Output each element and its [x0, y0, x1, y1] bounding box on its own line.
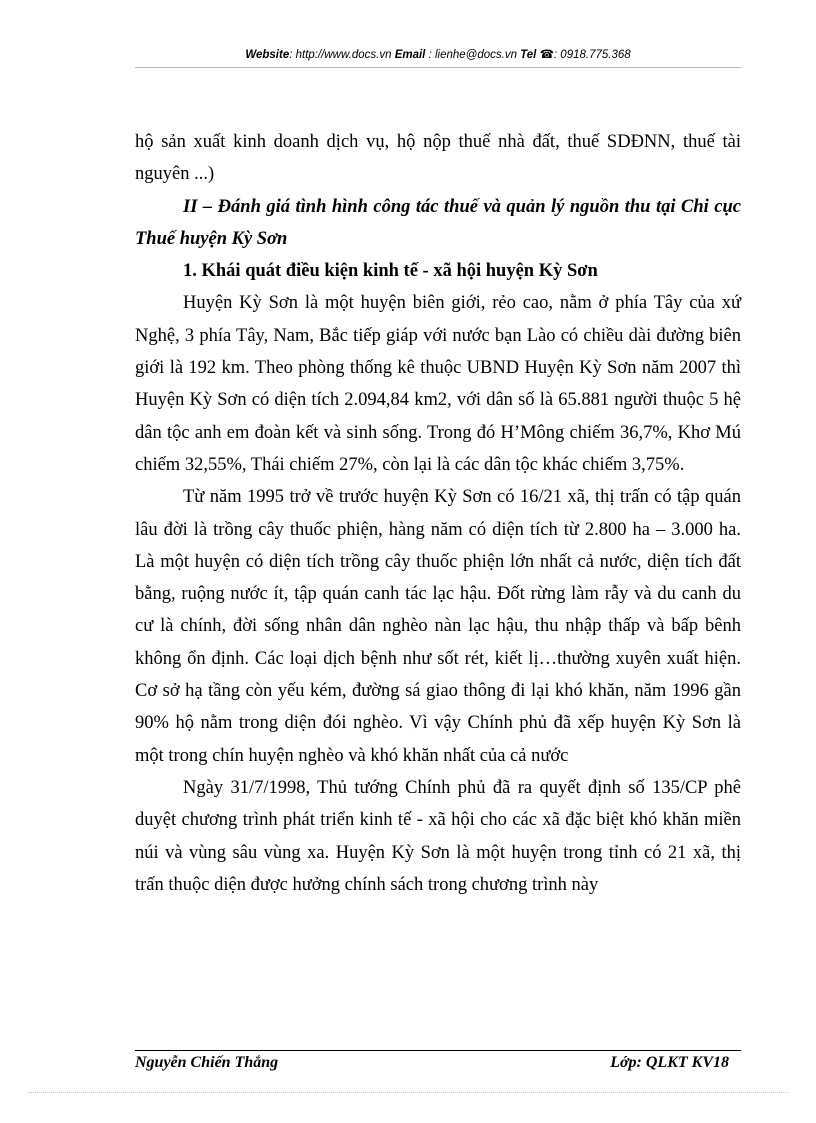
website-value: : http://www.docs.vn [289, 49, 392, 61]
paragraph-geography: Huyện Kỳ Sơn là một huyện biên giới, rẻo cao, nằm ở phía Tây của xứ Nghệ, 3 phía Tây, Nam, Bắc tiếp giáp với nước bạn Lào có chiều dài đường biên giới là 192 km. Theo phòng thống kê thuộc UBND Huyện Kỳ Sơn năm 2007 thì Huyện Kỳ Sơn có diện tích 2.094,84 km2, với dân số là 65.881 người thuộc 5 hệ dân tộc anh em đoàn kết và sinh sống. Trong đó H’Mông chiếm 36,7%, Khơ Mú chiếm 32,55%, Thái chiếm 27%, còn lại là các dân tộc khác chiếm 3,75%. [135, 293, 741, 475]
website-label: Website [245, 49, 290, 61]
footer-class: Lớp: QLKT KV18 [610, 1054, 729, 1071]
footer-divider [135, 1050, 741, 1051]
paragraph-history: Từ năm 1995 trở về trước huyện Kỳ Sơn có 16/21 xã, thị trấn có tập quán lâu đời là trồng cây thuốc phiện, hàng năm có diện tích từ 2.800 ha – 3.000 ha. Là một huyện có diện tích trồng cây thuốc phiện lớn nhất cả nước, diện tích đất bằng, ruộng nước ít, tập quán canh tác lạc hậu. Đốt rừng làm rẫy và du canh du cư là chính, đời sống nhân dân nghèo nàn lạc hậu, thu nhập thấp và bấp bênh không ổn định. Các loại dịch bệnh như sốt rét, kiết lị…thường xuyên xuất hiện. Cơ sở hạ tầng còn yếu kém, đường sá giao thông đi lại khó khăn, năm 1996 gần 90% hộ nằm trong diện đói nghèo. Vì vậy Chính phủ đã xếp huyện Kỳ Sơn là một trong chín huyện nghèo và khó khăn nhất của cả nước [135, 487, 741, 766]
email-label: Email [394, 49, 426, 61]
email-value: : lienhe@docs.vn [425, 49, 517, 61]
paragraph-continued: hộ sản xuất kinh doanh dịch vụ, hộ nộp thuế nhà đất, thuế SDĐNN, thuế tài nguyên ...) [135, 132, 741, 185]
tel-label: Tel [520, 49, 537, 61]
phone-icon: ☎ [539, 49, 554, 61]
header-divider [135, 67, 741, 68]
subsection-heading: 1. Khái quát điều kiện kinh tế - xã hội huyện Kỳ Sơn [183, 261, 598, 282]
section-heading: II – Đánh giá tình hình công tác thuế và quản lý nguồn thu tại Chi cục Thuế huyện Kỳ Sơn [135, 196, 741, 249]
footer-author: Nguyễn Chiến Thắng [135, 1054, 279, 1071]
paragraph-program-135: Ngày 31/7/1998, Thủ tướng Chính phủ đã ra quyết định số 135/CP phê duyệt chương trình phát triển kinh tế - xã hội cho các xã đặc biệt khó khăn miền núi và vùng sâu vùng xa. Huyện Kỳ Sơn là một huyện trong tỉnh có 21 xã, thị trấn thuộc diện được hưởng chính sách trong chương trình này [135, 777, 741, 895]
page-bottom-border [28, 1092, 788, 1093]
document-body [135, 126, 741, 901]
tel-value: : 0918.775.368 [553, 49, 631, 61]
page-footer [135, 1054, 741, 1078]
page-header [135, 47, 741, 61]
